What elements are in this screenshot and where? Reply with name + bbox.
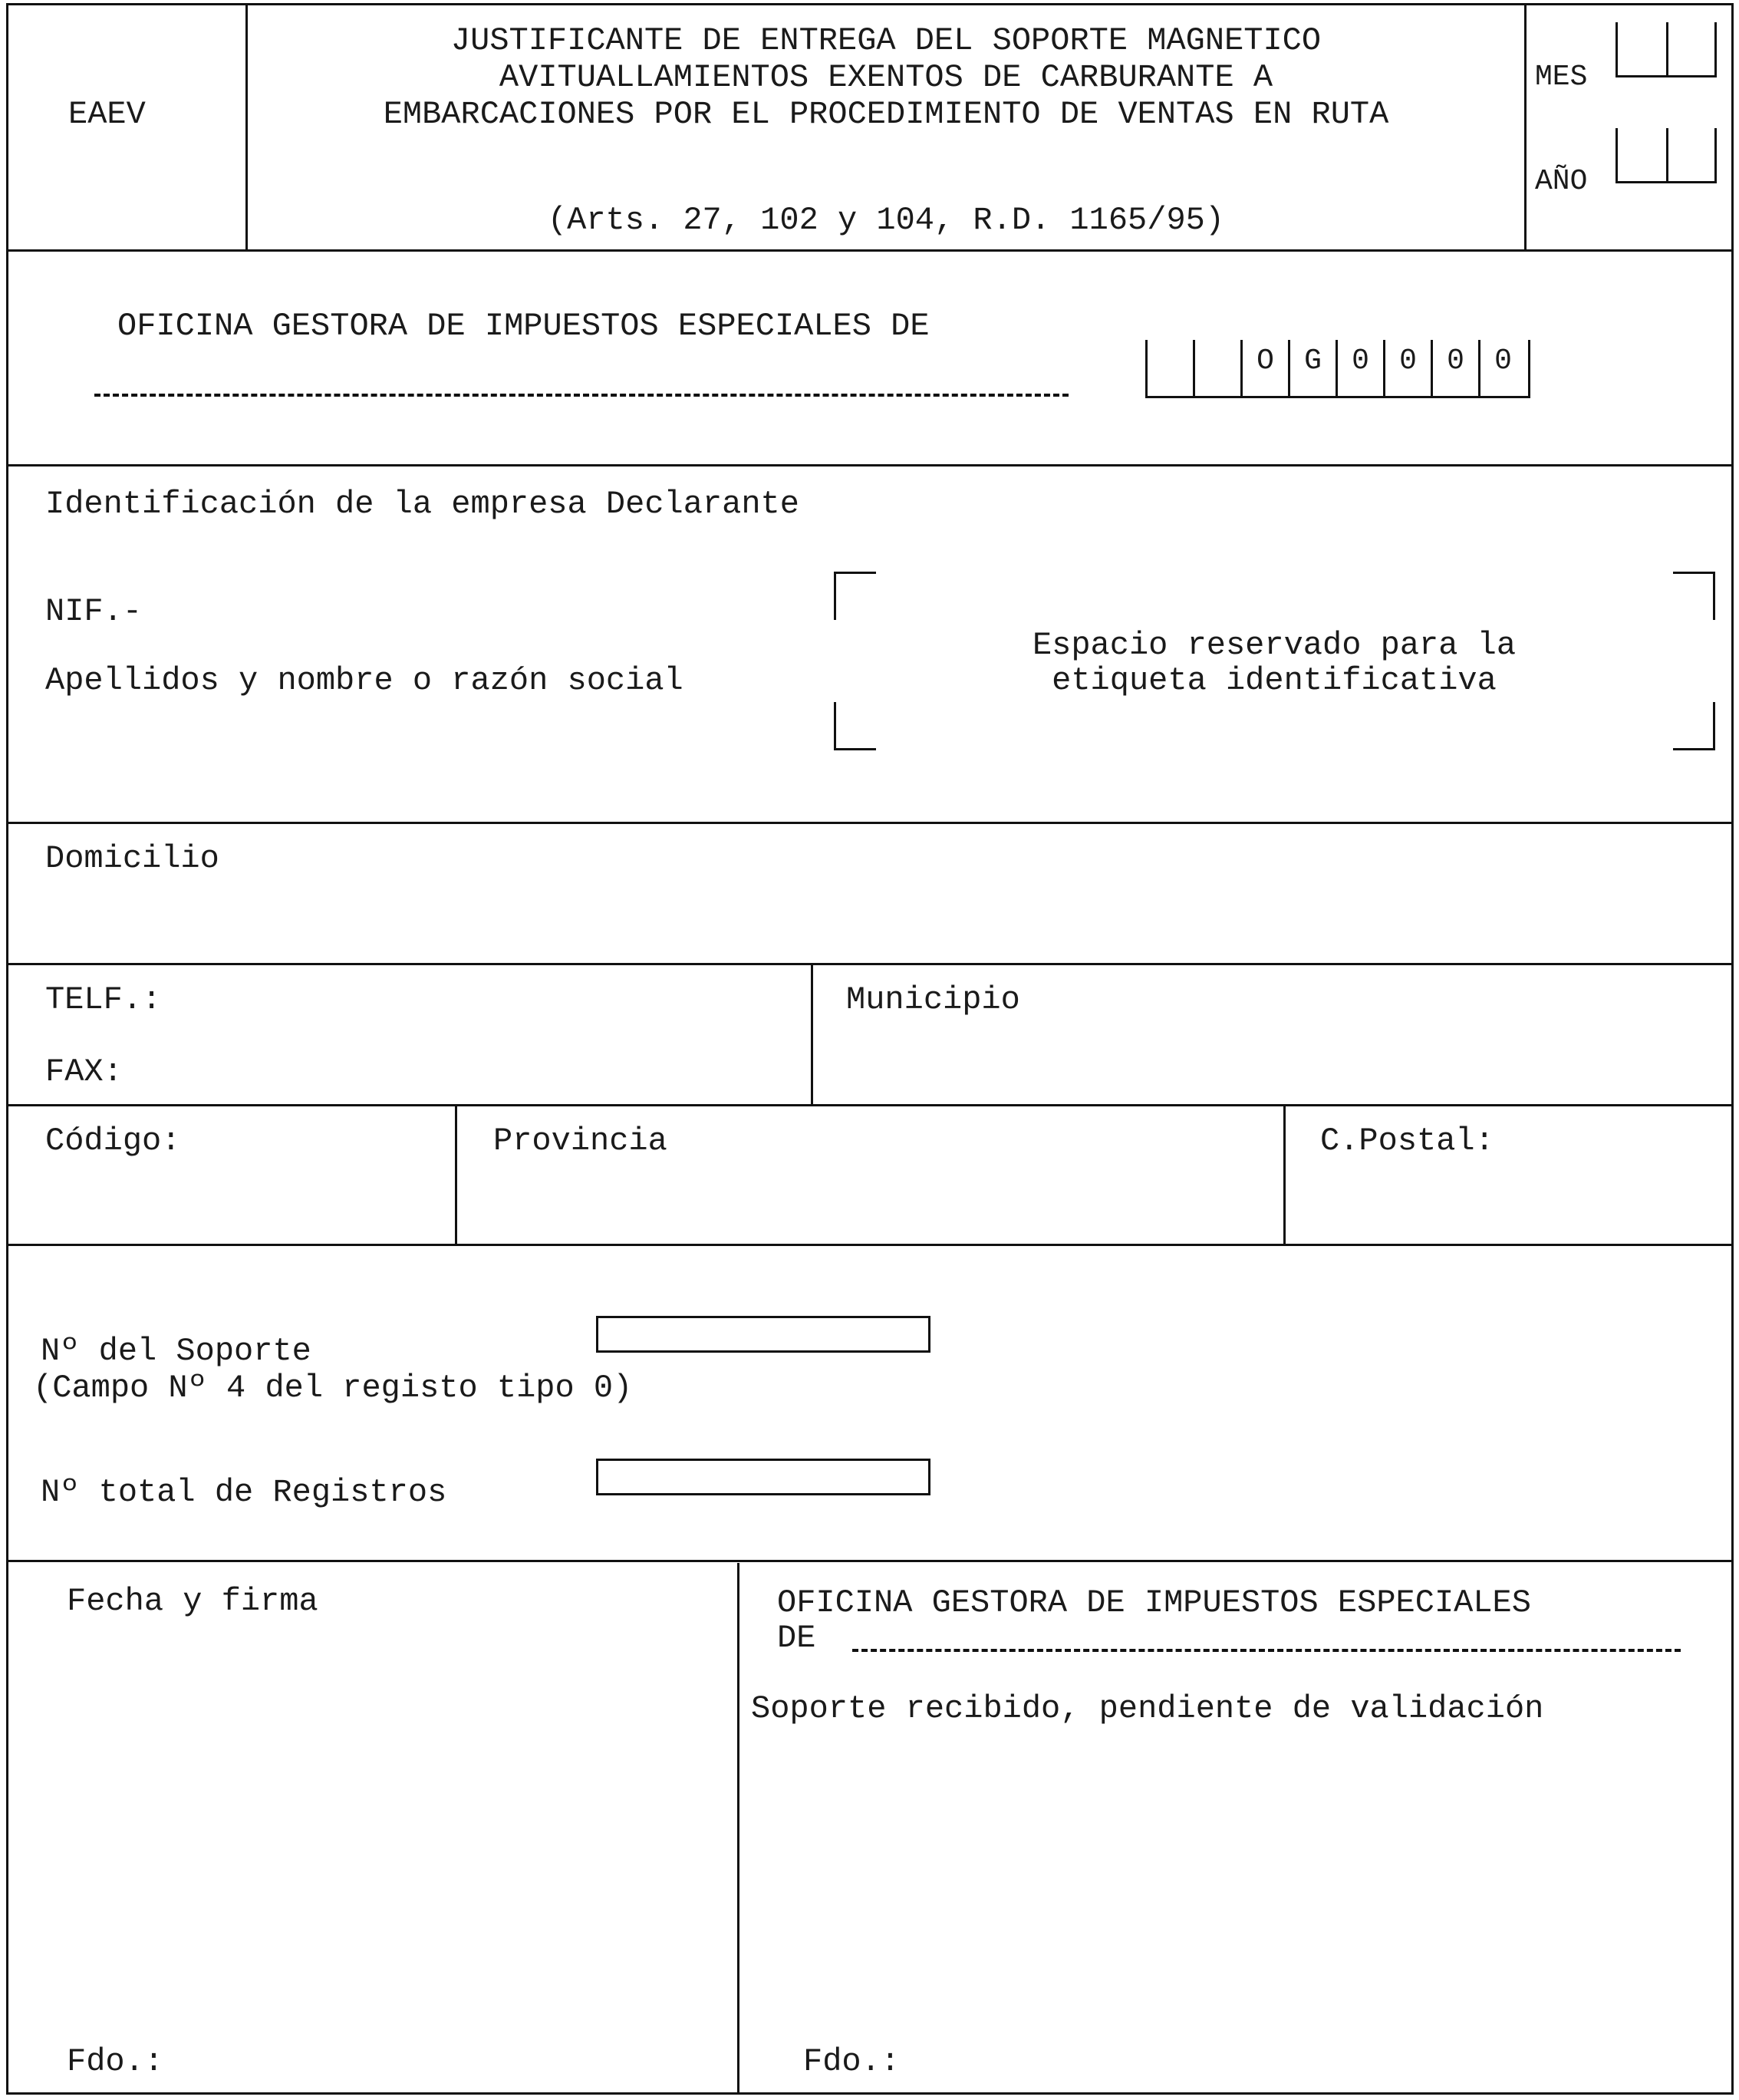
- office-code-digit: O: [1240, 340, 1288, 398]
- office-code-box[interactable]: [1145, 340, 1530, 398]
- office-code-digit: 0: [1431, 340, 1478, 398]
- anio-input-divider: [1666, 128, 1668, 181]
- fdo-label-right: Fdo.:: [803, 2043, 901, 2080]
- soporte-bottom-rule: [8, 1560, 1731, 1567]
- office-label: OFICINA GESTORA DE IMPUESTOS ESPECIALES DE: [117, 308, 930, 345]
- declarant-section-title: Identificación de la empresa Declarante: [45, 486, 799, 523]
- soporte-number-input[interactable]: [596, 1316, 930, 1353]
- nif-label: NIF.-: [45, 593, 143, 630]
- office-code-digit: 0: [1383, 340, 1431, 398]
- label-space-corner-br: [1673, 702, 1715, 750]
- name-label: Apellidos y nombre o razón social: [45, 662, 683, 699]
- label-space-corner-tr: [1673, 572, 1715, 620]
- fax-label: FAX:: [45, 1053, 123, 1090]
- anio-label: AÑO: [1535, 165, 1588, 198]
- office-code-digit: [1193, 340, 1240, 398]
- header-bottom-rule: [8, 249, 1731, 256]
- office-code-digit: G: [1288, 340, 1336, 398]
- reception-office-line-2: DE: [777, 1620, 816, 1657]
- domicilio-label: Domicilio: [45, 840, 219, 877]
- office-code-digit: 0: [1478, 340, 1526, 398]
- fdo-label-left: Fdo.:: [67, 2043, 164, 2080]
- office-code-digit: [1145, 340, 1193, 398]
- office-code-digit: 0: [1336, 340, 1383, 398]
- label-space-line-2: etiqueta identificativa: [1052, 662, 1497, 699]
- registros-label: Nº total de Registros: [41, 1474, 447, 1511]
- reception-status: Soporte recibido, pendiente de validación: [751, 1690, 1544, 1727]
- reception-office-line-1: OFICINA GESTORA DE IMPUESTOS ESPECIALES: [777, 1584, 1531, 1621]
- office-name-dashes[interactable]: [94, 394, 1069, 397]
- telf-label: TELF.:: [45, 981, 162, 1018]
- codigo-bottom-rule: [8, 1244, 1731, 1251]
- provincia-label: Provincia: [493, 1123, 667, 1159]
- office-bottom-rule: [8, 464, 1731, 471]
- reception-office-dashes[interactable]: [852, 1649, 1681, 1652]
- label-space-corner-tl: [834, 572, 876, 620]
- legal-reference: (Arts. 27, 102 y 104, R.D. 1165/95): [547, 202, 1225, 239]
- fecha-firma-label: Fecha y firma: [67, 1583, 318, 1620]
- anio-input[interactable]: [1615, 128, 1717, 183]
- form-title-line-1: JUSTIFICANTE DE ENTREGA DEL SOPORTE MAGNETICO: [450, 22, 1322, 59]
- codigo-label: Código:: [45, 1123, 181, 1159]
- declarant-bottom-rule: [8, 822, 1731, 824]
- provincia-divider: [1283, 1104, 1286, 1245]
- registros-total-input[interactable]: [596, 1459, 930, 1495]
- label-space-line-1: Espacio reservado para la: [1032, 627, 1517, 664]
- mes-label: MES: [1535, 61, 1588, 94]
- label-space-corner-bl: [834, 702, 876, 750]
- signature-divider: [737, 1563, 744, 2094]
- domicilio-bottom-rule: [8, 963, 1731, 965]
- form-title-line-3: EMBARCACIONES POR EL PROCEDIMIENTO DE VENTAS EN RUTA: [383, 96, 1389, 133]
- signature-area[interactable]: [24, 1624, 730, 2039]
- soporte-note: (Campo Nº 4 del registo tipo 0): [33, 1370, 633, 1406]
- form-sheet: [6, 3, 1734, 2095]
- header-divider-right: [1524, 5, 1527, 251]
- form-title-line-2: AVITUALLAMIENTOS EXENTOS DE CARBURANTE A: [499, 59, 1273, 96]
- telf-bottom-rule: [8, 1104, 1731, 1106]
- postal-label: C.Postal:: [1320, 1123, 1494, 1159]
- mes-input-divider: [1666, 22, 1668, 75]
- form-code: EAEV: [68, 96, 146, 133]
- telf-divider: [811, 963, 813, 1104]
- municipio-label: Municipio: [846, 981, 1020, 1018]
- soporte-label: Nº del Soporte: [41, 1333, 311, 1370]
- mes-input[interactable]: [1615, 22, 1717, 77]
- codigo-divider: [455, 1104, 457, 1245]
